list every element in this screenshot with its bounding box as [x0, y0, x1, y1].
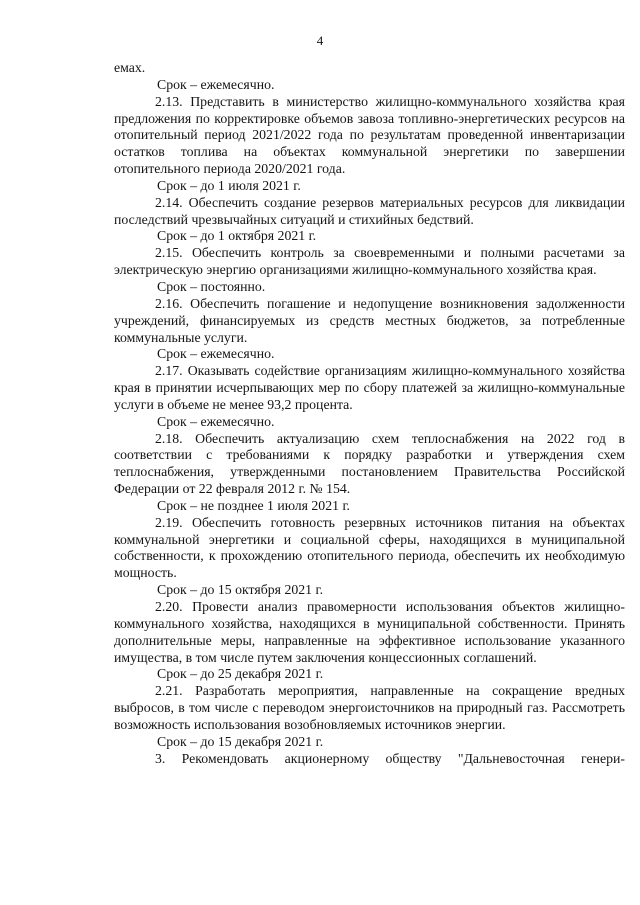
continuation-text: емах. [114, 60, 146, 75]
item-2-17: 2.17. Оказывать содействие организациям жилищно-коммунального хозяйства края в принятии исчерпывающих мер по сбору платежей за жилищно-коммунальные услуги в объеме не менее 93,2 процента. [114, 363, 625, 412]
item-2-14: 2.14. Обеспечить создание резервов материальных ресурсов для ликвидации последствий чрезвычайных ситуаций и стихийных бедствий. [114, 194, 625, 227]
deadline-line: Срок – до 25 декабря 2021 г. [157, 666, 324, 682]
document-body [114, 60, 625, 767]
item-2-19: 2.19. Обеспечить готовность резервных источников питания на объектах коммунальной энергетики и социальной сферы, находящихся в муниципальной собственности, к прохождению отопительного периода, обеспечить их необходимую мощность. [114, 514, 625, 581]
deadline-line: Срок – до 15 декабря 2021 г. [157, 733, 324, 749]
deadline-line: Срок – ежемесячно. [157, 346, 275, 362]
item-2-21: 2.21. Разработать мероприятия, направленные на сокращение вредных выбросов, в том числе с переводом энергоисточников на природный газ. Рассмотреть возможность использования возобновляемых источников энергии. [114, 683, 625, 732]
item-2-15: 2.15. Обеспечить контроль за своевременными и полными расчетами за электрическую энергию организациями жилищно-коммунального хозяйства края. [114, 245, 625, 278]
item-2-18: 2.18. Обеспечить актуализацию схем теплоснабжения на 2022 год в соответствии с требованиями к порядку разработки и утверждения схем теплоснабжения, утвержденными постановлением Правительства Российской Федерации от 22 февраля 2012 г. № 154. [114, 430, 625, 497]
deadline-line: Срок – не позднее 1 июля 2021 г. [157, 497, 351, 513]
deadline-line: Срок – ежемесячно. [157, 413, 275, 429]
item-3: 3. Рекомендовать акционерному обществу "Дальневосточная генери- [155, 750, 625, 766]
item-2-20: 2.20. Провести анализ правомерности использования объектов жилищно-коммунального хозяйства, находящихся в муниципальной собственности. Принять дополнительные меры, направленные на эффективное использование указанного имущества, в том числе путем заключения концессионных соглашений. [114, 599, 625, 665]
deadline-line: Срок – ежемесячно. [157, 76, 275, 92]
deadline-line: Срок – до 15 октября 2021 г. [157, 582, 324, 598]
item-2-16: 2.16. Обеспечить погашение и недопущение возникновения задолженности учреждений, финансируемых из средств местных бюджетов, за потребленные коммунальные услуги. [114, 295, 625, 345]
page-number: 4 [316, 33, 324, 48]
item-2-13: 2.13. Представить в министерство жилищно-коммунального хозяйства края предложения по корректировке объемов завоза топливно-энергетических ресурсов на отопительный период 2021/2022 года по результатам проведенной инвентаризации остатков топлива на объектах коммунальной энергетики по завершении отопительного периода 2020/2021 года. [114, 93, 625, 177]
deadline-line: Срок – постоянно. [157, 278, 266, 294]
deadline-line: Срок – до 1 июля 2021 г. [157, 177, 301, 193]
deadline-line: Срок – до 1 октября 2021 г. [157, 228, 317, 244]
